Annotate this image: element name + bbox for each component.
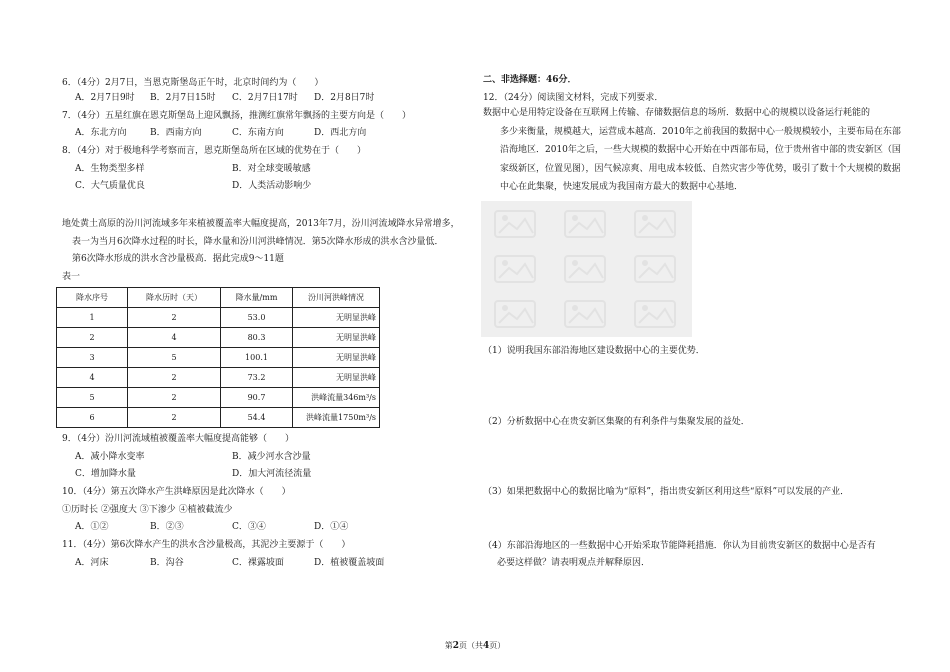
table-header-cell: 降水序号 (57, 288, 128, 308)
q11-stem: 11．（4分）第6次降水产生的洪水含沙量极高，其泥沙主要源于（ ） (62, 540, 351, 550)
q6-option-c: C．2月7日17时 (232, 93, 298, 103)
table-header-cell: 降水量/mm (221, 288, 293, 308)
q8-option-b: B．对全球变暖敏感 (232, 164, 311, 174)
table-cell: 80.3 (221, 328, 293, 348)
q11-option-b: B．沟谷 (150, 558, 184, 568)
q11-option-c: C．裸露坡面 (232, 558, 284, 568)
q12-material (483, 104, 901, 197)
table-row (57, 348, 380, 368)
table-cell: 3 (57, 348, 128, 368)
q12-sub4-line2: 必要这样做？请表明观点并解释原因． (497, 558, 651, 568)
table-cell: 5 (128, 348, 221, 368)
q6-option-b: B．2月7日15时 (150, 93, 216, 103)
footer-page-number: 2 (452, 641, 459, 651)
q7-option-b: B．西南方向 (150, 128, 202, 138)
table-cell: 洪峰流量346m³/s (293, 388, 380, 408)
q12-sub3: （3）如果把数据中心的数据比喻为“原料”，指出贵安新区利用这些“原料”可以发展的产业． (483, 487, 850, 497)
q11-option-a: A．河床 (75, 558, 109, 568)
precipitation-table (56, 287, 380, 428)
table-cell: 6 (57, 408, 128, 428)
table-cell: 4 (57, 368, 128, 388)
q7-option-d: D．西北方向 (314, 128, 367, 138)
q9-option-c: C．增加降水量 (75, 469, 136, 479)
table-header-cell: 汾川河洪峰情况 (293, 288, 380, 308)
q8-option-a: A．生物类型多样 (75, 164, 145, 174)
q6-stem: 6．（4分）2月7日，当恩克斯堡岛正午时，北京时间约为（ ） (62, 78, 324, 88)
table-cell: 90.7 (221, 388, 293, 408)
table-cell: 100.1 (221, 348, 293, 368)
table-row (57, 408, 380, 428)
table-cell: 2 (128, 408, 221, 428)
q6-option-d: D．2月8日7时 (314, 93, 375, 103)
table-row (57, 328, 380, 348)
table-cell: 无明显洪峰 (293, 368, 380, 388)
q7-stem: 7．（4分）五星红旗在恩克斯堡岛上迎风飘扬，推测红旗常年飘扬的主要方向是（ ） (62, 111, 411, 121)
table-cell: 2 (57, 328, 128, 348)
q9-option-d: D．加大河流径流量 (232, 469, 312, 479)
table-cell: 洪峰流量1750m³/s (293, 408, 380, 428)
q8-option-c: C．大气质量优良 (75, 181, 145, 191)
q11-option-d: D．植被覆盖坡面 (314, 558, 385, 568)
table-row (57, 368, 380, 388)
q10-option-c: C．③④ (232, 522, 266, 532)
q12-sub2: （2）分析数据中心在贵安新区集聚的有利条件与集聚发展的益处． (483, 417, 750, 427)
section-title: 二、非选择题：46分． (483, 75, 577, 85)
q12-material-first-line: 数据中心是用特定设备在互联网上传输、存储数据信息的场所．数据中心的规模以设备运行耗能的 (483, 108, 871, 118)
table-header-cell: 降水历时（天） (128, 288, 221, 308)
footer-prefix: 第 (444, 641, 453, 650)
q9-option-a: A．减小降水变率 (75, 452, 145, 462)
table-cell: 73.2 (221, 368, 293, 388)
table-cell: 5 (57, 388, 128, 408)
table-row (57, 308, 380, 328)
page-footer (0, 640, 950, 651)
q10-option-a: A．①② (75, 522, 109, 532)
q10-statements: ①历时长 ②强度大 ③下渗少 ④植被截流少 (62, 505, 233, 515)
table-header-row (57, 288, 380, 308)
table-cell: 1 (57, 308, 128, 328)
table-cell: 无明显洪峰 (293, 348, 380, 368)
table-row (57, 388, 380, 408)
q9-option-b: B．减少河水含沙量 (232, 452, 311, 462)
footer-total-pages: 4 (483, 641, 490, 651)
q9-stem: 9．（4分）汾川河流域植被覆盖率大幅度提高能够（ ） (62, 434, 294, 444)
table-cell: 54.4 (221, 408, 293, 428)
q10-option-d: D．①④ (314, 522, 349, 532)
passage-line1: 地处黄土高原的汾川河流域多年来植被覆盖率大幅度提高，2013年7月，汾川河流域降水异常增多， (62, 219, 460, 229)
table-cell: 4 (128, 328, 221, 348)
passage-line2: 表一为当月6次降水过程的时长，降水量和汾川河洪峰情况．第5次降水形成的洪水含沙量低． (72, 237, 444, 247)
q7-option-c: C．东南方向 (232, 128, 284, 138)
q12-stem: 12．（24分）阅读图文材料，完成下列要求． (483, 93, 664, 103)
footer-middle: 页（共 (459, 641, 483, 650)
q10-option-b: B．②③ (150, 522, 184, 532)
image-placeholder-icon (481, 201, 692, 337)
table-cell: 2 (128, 368, 221, 388)
table-cell: 2 (128, 388, 221, 408)
q12-sub4-line1: （4）东部沿海地区的一些数据中心开始采取节能降耗措施．你认为目前贵安新区的数据中心是否有 (483, 541, 876, 551)
q6-option-a: A．2月7日9时 (75, 93, 135, 103)
table-cell: 无明显洪峰 (293, 308, 380, 328)
q10-stem: 10．（4分）第五次降水产生洪峰原因是此次降水（ ） (62, 487, 291, 497)
passage-line3: 第6次降水形成的洪水含沙量极高．据此完成9～11题 (72, 254, 284, 264)
map-image-placeholder (481, 201, 692, 337)
footer-suffix: 页） (489, 641, 506, 650)
q7-option-a: A．东北方向 (75, 128, 127, 138)
table-caption: 表一 (62, 272, 81, 282)
table-cell: 2 (128, 308, 221, 328)
q12-sub1: （1）说明我国东部沿海地区建设数据中心的主要优势． (483, 346, 705, 356)
table-cell: 无明显洪峰 (293, 328, 380, 348)
q12-material-rest: 多少来衡量，规模越大，运营成本越高．2010年之前我国的数据中心一般规模较小，主要布局在东部沿海地区．2010年之后，一些大规模的数据中心开始在中西部布局，位于贵州省中部的贵安新区（国家级新区，位置见图），因气候凉爽、用电成本较低、自然灾害少等优势，吸引了数十个大规模的数据中心在此集聚，快速发展成为我国南方最大的数据中心基地． (500, 126, 901, 192)
q8-option-d: D．人类活动影响少 (232, 181, 312, 191)
table-cell: 53.0 (221, 308, 293, 328)
q8-stem: 8．（4分）对于极地科学考察而言，恩克斯堡岛所在区域的优势在于（ ） (62, 146, 366, 156)
